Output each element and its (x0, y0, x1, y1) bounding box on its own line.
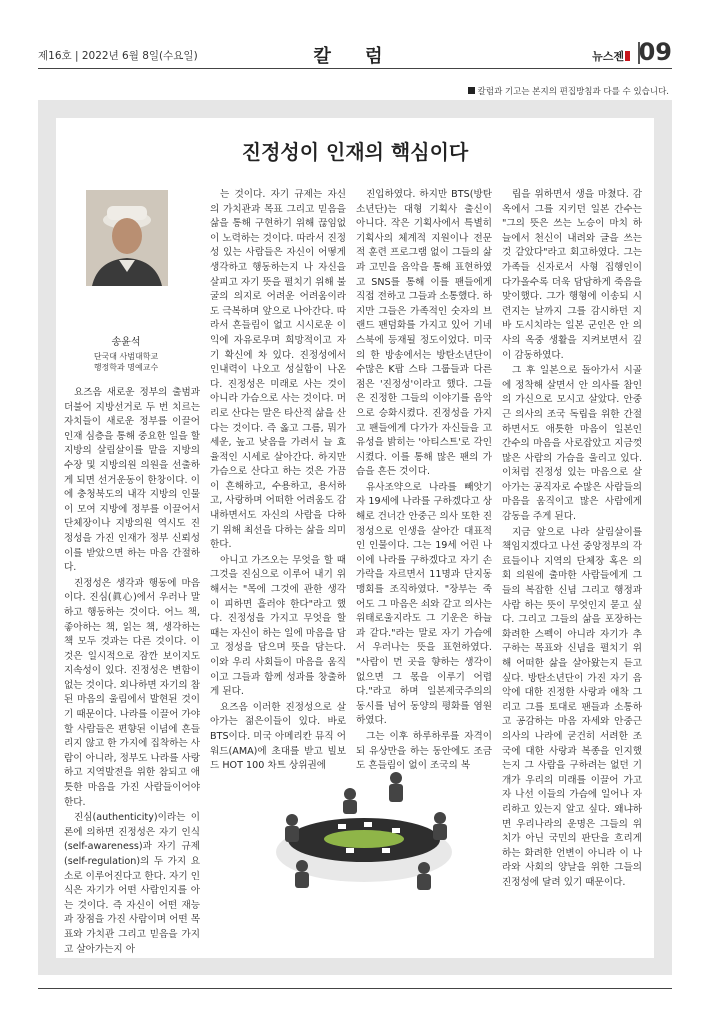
page-number: 09 (638, 38, 672, 66)
paragraph: 립을 위하면서 생을 마쳤다. 감옥에서 그를 지키던 일본 간수는 "그의 뜻은 쓰는 노승이 마치 하늘에서 천신이 내려와 글을 쓰는 것 같았다"라고 회고하였다. 그는 가족들 신자로서 사형 집행인이 다가올수록 더욱 담담하게 죽음을 맞이했다. 그가 행형에 이송되 시련지는 날까지 그를 감시하던 지바 도시치라는 일본 군인은 안 의사의 옥중 생활을 지켜보면서 깊이 감동하였다. (502, 189, 642, 361)
paragraph: 요즈음 이러한 진정성으로 살아가는 젊은이들이 있다. 바로 BTS이다. 미국 아메리칸 뮤직 어워드(AMA)에 초대를 받고 빌보드 HOT 100 차트 상위권에 (210, 701, 346, 772)
paragraph: 지금 앞으로 나라 살림살이를 책임지겠다고 나선 중앙정부의 각료들이나 지역의 단체장 혹은 의회 의원에 출마한 사람들에게 그들의 복잡한 신념 그리고 행정과 사람 하는 뜻이 무엇인지 묻고 싶다. 그리고 그들의 삶을 포장하는 화려한 스펙이 아니라 자기가 추구하는 목표와 신념을 펼치기 위해 어떠한 삶을 살아왔는지 듣고 싶다. 방탄소년단이 가진 자기 음악에 대한 진정한 사랑과 애착 그리고 그를 토대로 팬들과 소통하고 공감하는 마음 자세와 안중근 의사의 나라에 굳건히 서려한 조국에 대한 사랑과 복종을 인지했는지 그 사람을 구하려는 없던 기개가 우리의 미래를 이끌어 가고자 나선 이들의 가슴에 일어나 자리하고 있는지 알고 싶다. 왜냐하면 우리나라의 운명은 그들의 위치가 아닌 국민의 판단을 흐리게 하는 화려한 언변이 아니라 이 나라와 사회의 양날을 위한 그들의 진정성에 달려 있기 때문이다. (502, 526, 642, 888)
section-title: 칼 럼 (313, 46, 397, 67)
issue-date: 제16호 | 2022년 6월 8일(수요일) (38, 50, 198, 62)
article-column-3 (356, 188, 492, 772)
affiliation-line-1: 단국대 사범대학교 (93, 352, 159, 361)
paragraph: 유사조약으로 나라를 빼앗기자 19세에 나라를 구하겠다고 상해로 건너간 안중근 의사 또한 진정성으로 인생을 살아간 대표적인 인물이다. 그는 19세 어린 나이에 나라를 구하겠다고 자기 손가락을 자르면서 11명과 단지동맹회를 조직하였다. "장부는 죽어도 그 마음은 쇠와 같고 의사는 위태로울지라도 그 기운은 하늘과 같다."라는 말로 자기 가슴에서 우러나는 뜻을 표현하였다. "사람이 먼 곳을 향하는 생각이 없으면 그 몫을 이루기 어렵다."라고 하며 일본제국주의의 동시를 넘어 동양의 평화를 염원하였다. (356, 481, 492, 727)
meeting-table-illustration (246, 768, 472, 898)
affiliation-line-2: 행정학과 명예교수 (93, 363, 159, 372)
author-affiliation (56, 351, 196, 373)
article-column-4 (502, 188, 642, 948)
newspaper-logo (592, 48, 630, 64)
disclaimer (468, 85, 669, 97)
author-name: 송윤석 (111, 337, 141, 348)
paragraph: 진심(authenticity)이라는 이론에 의하면 진정성은 자기 인식(self-awareness)과 자기 규제(self-regulation)의 두 가지 요소로 이루어진다고 한다. 자기 인식은 자기가 어떤 사람인지를 아는 것이다. 즉 자신이 어떤 재능과 장점을 가진 사람이며 어떤 목표와 가치관 그리고 믿음을 가지고 살아가는지 아 (64, 812, 200, 955)
logo-text: 뉴스젠 (592, 50, 624, 63)
page-header (38, 36, 672, 66)
paragraph: 그는 이후 하루하루를 자격이 되 유상만을 하는 동안에도 조금도 흔들림이 없이 조국의 복 (356, 730, 492, 772)
disclaimer-text: 칼럼과 기고는 본지의 편집방침과 다를 수 있습니다. (477, 87, 669, 97)
logo-mark-icon (625, 51, 630, 61)
paragraph: 아니고 가즈오는 무엇을 할 때 그것을 진심으로 이루어 내기 위해서는 "목에 그것에 관한 생각이 피하면 흘러야 한다"라고 했다. 진정성을 가지고 무엇을 할 때는 자신이 하는 일에 마음을 담고 정성을 담으며 뜻을 담는다. 이와 우리 사회들이 마음을 움직이고 그들과 함께 성과를 창출하게 된다. (210, 554, 346, 698)
article-panel (56, 118, 654, 958)
article-title: 진정성이 인재의 핵심이다 (241, 140, 469, 164)
paragraph: 요즈음 새로운 정부의 출범과 더불어 지방선거로 두 번 치르는 자치들이 새로운 정부를 이끌어 인재 심층을 통해 중요한 일을 할 지방의 살림살이를 맡을 지방의 수장 및 지방의원 의원을 선출하게 되면 선거운동이 한창이다. 이에 충청북도의 내각 지방의 인물이 모여 지방에 정부를 이끌어서 단체장이나 지방의원 역시도 진정성을 가진 인재가 정부 신뢰성이를 받았으면 하는 마음 간절하다. (64, 387, 200, 574)
footer-rule (38, 988, 672, 989)
author-photo (86, 190, 168, 286)
article-column-1 (64, 386, 200, 955)
paragraph: 진정성은 생각과 행동에 마음이다. 진심(眞心)에서 우러나 말하고 행동하는 것이다. 어느 책, 좋아하는 책, 읽는 책, 생각하는 책 모두 것과는 다른 것이다. 이것은 일시적으로 잠깐 보이지도 지속성이 있다. 진정성은 변함이 없는 것이다. 외나하면 자기의 참된 마음의 울림에서 발현된 것이기 때문이다. 나라를 이끌어 가야 할 사람들은 편향된 이념에 흔들리지 않고 한 가지에 집착하는 사람이 아니라, 정부도 나라를 사랑하고 지역발전을 위한 참되고 애틋한 마음을 가진 사람들이어야 한다. (64, 577, 200, 808)
article-column-2 (210, 188, 346, 772)
header-rule (38, 68, 672, 69)
author-portrait-icon (86, 190, 168, 286)
paragraph: 는 것이다. 자기 규제는 자신의 가치관과 목표 그리고 믿음을 삶을 통해 구현하기 위해 끊임없이 노력하는 것이다. 따라서 진정성 있는 사람들은 자신이 어떻게 생각하고 행동하는지 나 자신을 살피고 자기 뜻을 펼치기 위해 불굴의 의지로 어려운 어려움이라도 극복하며 앞으로 나아간다. 따라서 흔들림이 없고 시시로운 이익에 자유로우며 희망적이고 자기 확신에 차 있다. 진정성에서 인내력이 나오고 성실함이 나온다. 진정성은 미래로 사는 것이 아니라 가슴으로 사는 것이다. 머리로 산다는 말은 타산적 삶을 산다는 것이다. 즉 옳고 그름, 뭐가 세운, 높고 낮음을 가려서 늘 효율적인 시세로 살아간다. 하지만 가슴으로 산다고 하는 것은 가끔이 흔해하고, 수용하고, 용서하고, 사랑하며 어떠한 어려움도 감내하면서도 자신의 사람을 다하기 위해 최선을 다하는 삶을 의미한다. (210, 189, 346, 551)
paragraph: 진입하였다. 하지만 BTS(방탄소년단)는 대형 기획사 출신이 아니다. 작은 기획사에서 특별히 기획사의 체계적 지원이나 전문적 훈련 프로그램 없이 그들의 삶과 고민을 음악을 통해 표현하였고 SNS를 통해 이를 팬들에게 직접 전하고 그들과 소통했다. 하지만 그들은 가족적인 숫자의 브랜드 팬덤화를 가지고 있어 기네스북에 등재될 정도이었다. 미국의 한 방송에서는 방탄소년단이 수많은 K팝 스타 그룹들과 다른 점은 '진정성'이라고 했다. 그들은 진정한 그들의 이야기를 음악으로 승화시켰다. 진정성을 가지고 팬들에게 다가가 자신들을 고유성을 밝히는 '아티스트'로 각인시켰다. 이를 통해 많은 팬의 가슴을 흔든 것이다. (356, 189, 492, 478)
square-bullet-icon (468, 87, 475, 94)
paragraph: 그 후 일본으로 돌아가서 시골에 정착해 살면서 안 의사를 참인의 가신으로 모시고 살았다. 안중근 의사의 조국 독립을 위한 간절하면서도 애틋한 마음이 일본인 간수의 마음을 사로잡았고 지금껏 많은 사람의 가슴을 울리고 있다. 이처럼 진정성 있는 마음으로 살아가는 공직자로 수많은 사람들의 마음을 움직이고 많은 사람에게 감동을 주게 된다. (502, 365, 642, 523)
